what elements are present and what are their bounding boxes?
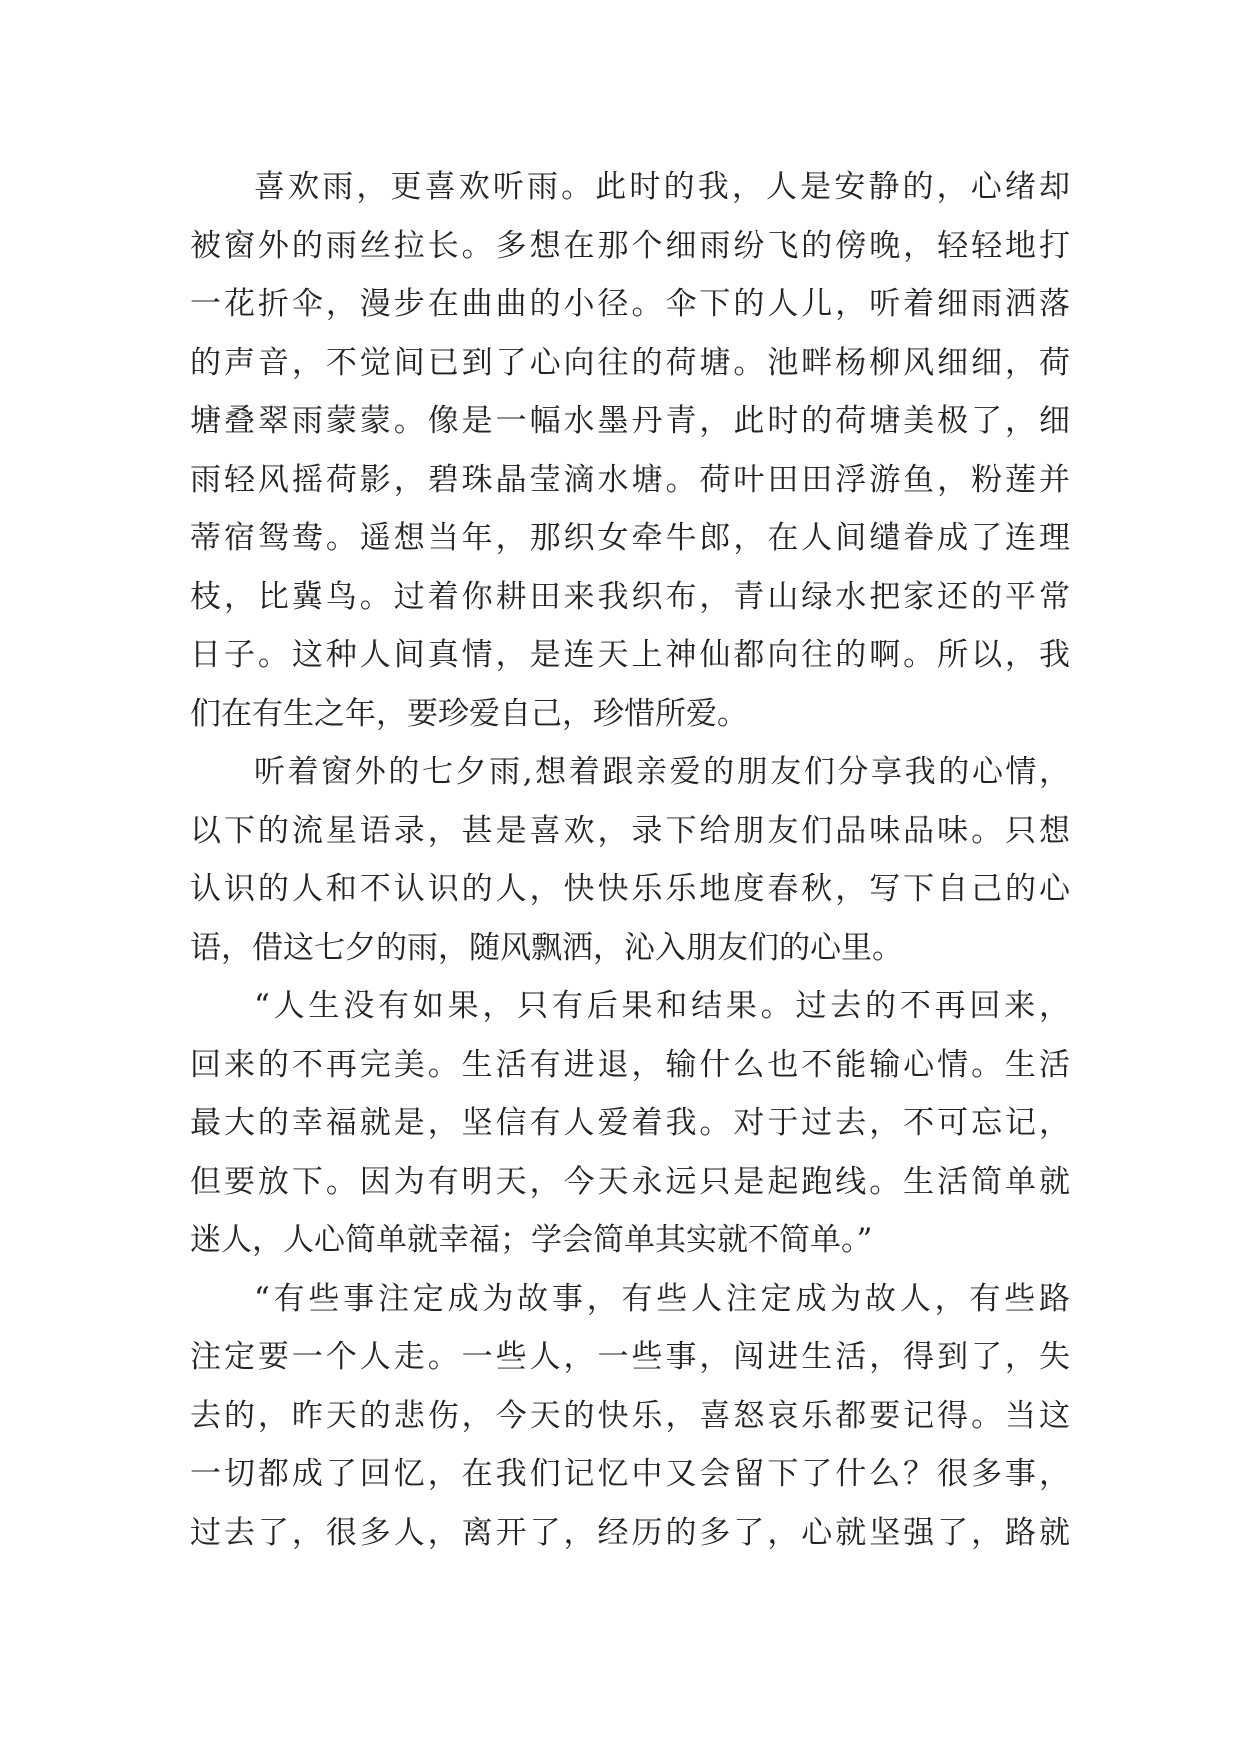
paragraph-line: 的声音，不觉间已到了心向往的荷塘。池畔杨柳风细细，荷: [190, 344, 1070, 381]
paragraph-line: 一花折伞，漫步在曲曲的小径。伞下的人儿，听着细雨洒落: [190, 286, 1070, 322]
paragraph-line: 蒂宿鸳鸯。遥想当年，那织女牵牛郎，在人间缱眷成了连理: [190, 520, 1070, 556]
paragraph-line: 枝，比冀鸟。过着你耕田来我织布，青山绿水把家还的平常: [190, 578, 1070, 615]
paragraph-line: 过去了，很多人，离开了，经历的多了，心就坚强了，路就: [190, 1514, 1070, 1551]
paragraph-line: 喜欢雨，更喜欢听雨。此时的我，人是安静的，心绪却: [254, 169, 1070, 205]
paragraph-line: 以下的流星语录，甚是喜欢，录下给朋友们品味品味。只想: [190, 812, 1070, 849]
paragraph-line: 雨轻风摇荷影，碧珠晶莹滴水塘。荷叶田田浮游鱼，粉莲并: [190, 461, 1070, 498]
paragraph-line: 被窗外的雨丝拉长。多想在那个细雨纷飞的傍晚，轻轻地打: [190, 227, 1070, 264]
paragraph-quote-stories: [190, 1270, 1070, 1563]
paragraph-line: 语，借这七夕的雨，随风飘洒，沁入朋友们的心里。: [190, 929, 903, 966]
paragraph-line: 认识的人和不认识的人，快快乐乐地度春秋，写下自己的心: [190, 871, 1070, 907]
paragraph-line: 们在有生之年，要珍爱自己，珍惜所爱。: [190, 695, 748, 732]
body-text: [190, 158, 1070, 1562]
paragraph-line: 迷人，人心简单就幸福；学会简单其实就不简单。”: [190, 1222, 873, 1258]
paragraph-line: 回来的不再完美。生活有进退，输什么也不能输心情。生活: [190, 1046, 1070, 1083]
paragraph-line: “人生没有如果，只有后果和结果。过去的不再回来，: [254, 988, 1070, 1024]
paragraph-line: 但要放下。因为有明天，今天永远只是起跑线。生活简单就: [190, 1163, 1070, 1200]
paragraph-qixi-rain: [190, 743, 1070, 977]
paragraph-line: 日子。这种人间真情，是连天上神仙都向往的啊。所以，我: [190, 637, 1070, 673]
paragraph-line: 去的，昨天的悲伤，今天的快乐，喜怒哀乐都要记得。当这: [190, 1397, 1070, 1434]
paragraph-line: 注定要一个人走。一些人，一些事，闯进生活，得到了，失: [190, 1339, 1070, 1375]
paragraph-line: “有些事注定成为故事，有些人注定成为故人，有些路: [254, 1280, 1070, 1317]
paragraph-line: 一切都成了回忆，在我们记忆中又会留下了什么？很多事，: [190, 1456, 1070, 1492]
paragraph-line: 塘叠翠雨蒙蒙。像是一幅水墨丹青，此时的荷塘美极了，细: [190, 403, 1070, 439]
paragraph-rain-pond: [190, 158, 1070, 743]
paragraph-line: 听着窗外的七夕雨,想着跟亲爱的朋友们分享我的心情，: [254, 754, 1070, 790]
paragraph-quote-life: [190, 977, 1070, 1270]
paragraph-line: 最大的幸福就是，坚信有人爱着我。对于过去，不可忘记，: [190, 1105, 1070, 1141]
